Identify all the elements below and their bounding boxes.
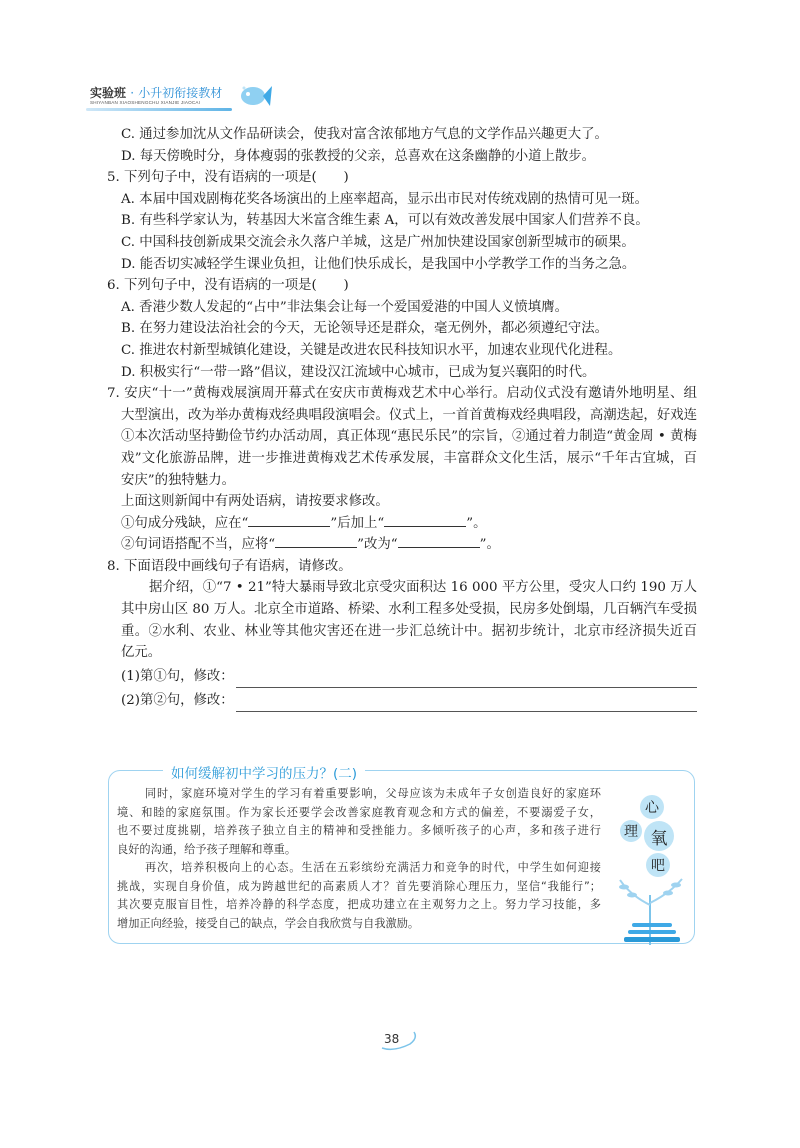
- tip-line: 境、和睦的家庭氛围。作为家长还要学会改善家庭教育观念和方式的偏差，不要溺爱子女，: [117, 805, 601, 819]
- q8-answer2-line[interactable]: [236, 697, 697, 712]
- tip-line: 良好的沟通，给予孩子理解和尊重。: [117, 842, 297, 856]
- q7-item2-text: ”。: [479, 537, 500, 553]
- q8-passage-line: 据介绍，①“7 • 21”特大暴雨导致北京受灾面积达 16 000 平方公里，受灾人口约 190 万人: [149, 580, 697, 596]
- tip-line: 增加正向经验，接受自己的缺点，学会自我欣赏与自我激励。: [117, 916, 420, 930]
- q8-answer-2: [107, 688, 697, 712]
- q7-item2-text: ②句词语搭配不当，应将“: [121, 537, 276, 553]
- q8-passage-line: 亿元。: [121, 645, 162, 661]
- q8-answer2-label: (2)第②句，修改：: [121, 693, 234, 709]
- q7-item1-text: ”后加上“: [330, 515, 385, 531]
- q8-passage-line: 重。②水利、农业、林业等其他灾害还在进一步汇总统计中。据初步统计，北京市经济损失近百: [121, 623, 697, 639]
- q6-option-c: C. 推进农村新型城镇化建设，关键是改进农民科技知识水平，加速农业现代化进程。: [121, 342, 622, 358]
- q7-instruction: 上面这则新闻中有两处语病，请按要求修改。: [121, 494, 389, 510]
- tip-box-title: 如何缓解初中学习的压力？(二): [163, 762, 365, 782]
- tip-line: 同时，家庭环境对学生的学习有着重要影响，父母应该为未成年子女创造良好的家庭环: [145, 787, 601, 800]
- fish-logo-icon: [238, 82, 272, 108]
- q7-blank-2[interactable]: [384, 513, 466, 527]
- tip-box-text: [117, 785, 601, 933]
- q7-blank-1[interactable]: [248, 513, 330, 527]
- q7-item1-text: ”。: [466, 515, 487, 531]
- page-number: [380, 1030, 420, 1052]
- q7-item1-text: ①句成分残缺，应在“: [121, 515, 249, 531]
- q6-stem: 6. 下列句子中，没有语病的一项是( ): [107, 278, 349, 294]
- separator: ·: [130, 86, 135, 100]
- page-number-text: 38: [384, 1032, 400, 1046]
- q7-passage-line: 戏”文化旅游品牌，进一步推进黄梅戏艺术传承发展，丰富群众文化生活，展示“千年古宜城，百: [121, 450, 697, 466]
- q5-option-d: D. 能否切实减轻学生课业负担，让他们快乐成长，是我国中小学教学工作的当务之急。: [121, 256, 636, 272]
- q8-answer1-label: (1)第①句，修改：: [121, 669, 234, 685]
- q7-item2-text: ”改为“: [357, 537, 398, 553]
- q7-blank-4[interactable]: [398, 534, 480, 548]
- series-name: 实验班: [90, 86, 127, 100]
- q7-blank-3[interactable]: [275, 534, 357, 548]
- psychology-badge: [610, 795, 690, 945]
- q5-option-a: A. 本届中国戏剧梅花奖各场演出的上座率超高，显示出市民对传统戏剧的热情可见一斑。: [121, 191, 649, 207]
- tip-line: 也不要过度挑剔，培养孩子独立自主的精神和受挫能力。多倾听孩子的心声，多和孩子进行: [117, 824, 601, 837]
- q4-option-c: C. 通过参加沈从文作品研读会，使我对富含浓郁地方气息的文学作品兴趣更大了。: [121, 127, 608, 142]
- badge-char: 氧: [644, 821, 674, 851]
- tip-line: 再次，培养积极向上的心态。生活在五彩缤纷充满活力和竞争的时代，中学生如何迎接: [145, 861, 601, 874]
- page-header: [86, 84, 286, 114]
- header-underline: [86, 108, 232, 111]
- q8-answer-1: [107, 664, 697, 688]
- series-pinyin: SHIYANBAN XIAOSHENGCHU XIANJIE JIAOCAI: [90, 100, 201, 105]
- q6-option-a: A. 香港少数人发起的“占中”非法集会让每一个爱国爱港的中国人义愤填膺。: [121, 299, 568, 315]
- q6-option-d: D. 积极实行“一带一路”倡议，建设汉江流域中心城市，已成为复兴襄阳的时代。: [121, 364, 596, 380]
- q7-item-2: [107, 534, 697, 556]
- q8-stem: 8. 下面语段中画线句子有语病，请修改。: [107, 558, 352, 574]
- q7-item-1: [107, 513, 697, 535]
- badge-char: 吧: [646, 853, 670, 877]
- q4-option-d: D. 每天傍晚时分，身体瘦弱的张教授的父亲，总喜欢在这条幽静的小道上散步。: [121, 148, 596, 164]
- tip-line: 其次要克服盲目性，培养冷静的科学态度，把成功建立在主观努力之上。努力学习技能，多: [117, 898, 601, 911]
- q7-passage-line: ①本次活动坚持勤俭节约办活动周，真正体现“惠民乐民”的宗旨，②通过着力制造“黄金周 • 黄梅: [121, 429, 697, 445]
- q7-passage-line: 7. 安庆“十一”黄梅戏展演周开幕式在安庆市黄梅戏艺术中心举行。启动仪式没有邀请外地明星、组: [107, 386, 697, 402]
- q5-option-b: B. 有些科学家认为，转基因大米富含维生素 A，可以有效改善发展中国家人们营养不良。: [121, 213, 649, 229]
- exercise-content: [107, 124, 697, 712]
- q8-answer1-line[interactable]: [236, 673, 697, 688]
- book-name: 小升初衔接教材: [138, 86, 223, 100]
- q7-passage-line: 大型演出，改为举办黄梅戏经典唱段演唱会。仪式上，一首首黄梅戏经典唱段，高潮迭起，好戏连: [121, 407, 697, 423]
- q7-passage-line: 安庆”的独特魅力。: [121, 472, 235, 488]
- q5-stem: 5. 下列句子中，没有语病的一项是( ): [107, 170, 349, 186]
- series-title: [90, 84, 222, 101]
- badge-char: 心: [640, 795, 664, 819]
- badge-char: 理: [620, 820, 642, 842]
- q8-passage-line: 其中房山区 80 万人。北京全市道路、桥梁、水利工程多处受损，民房多处倒塌，几百辆汽车受损: [121, 602, 697, 618]
- q5-option-c: C. 中国科技创新成果交流会永久落户羊城，这是广州加快建设国家创新型城市的硕果。: [121, 234, 635, 250]
- plant-icon: [610, 875, 690, 945]
- tip-line: 挑战，实现自身价值，成为跨越世纪的高素质人才？首先要消除心理压力，坚信“我能行”；: [117, 879, 601, 893]
- q6-option-b: B. 在努力建设法治社会的今天，无论领导还是群众，毫无例外，都必须遵纪守法。: [121, 321, 609, 337]
